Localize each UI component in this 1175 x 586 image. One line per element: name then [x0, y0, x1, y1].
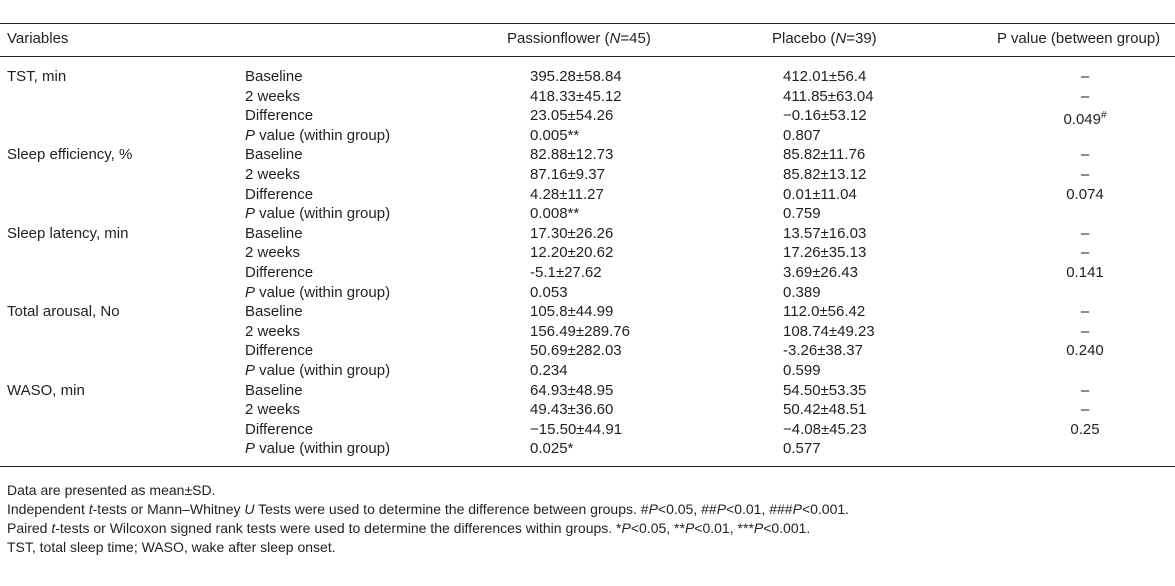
passionflower-value: 12.20±20.62: [530, 244, 614, 262]
table-row: [0, 302, 1175, 322]
placebo-value: 0.389: [783, 283, 821, 301]
table-row: [0, 263, 1175, 283]
p-between-value: –: [1080, 381, 1090, 399]
row-label: Baseline: [245, 68, 303, 85]
variable-name: WASO, min: [7, 381, 85, 399]
table-row: [0, 381, 1175, 401]
header-passionflower: Passionflower (N=45): [507, 30, 651, 47]
placebo-value: 54.50±53.35: [783, 381, 867, 399]
row-label: P value (within group): [245, 283, 391, 301]
table-row: [0, 243, 1175, 263]
row-label: 2 weeks: [245, 322, 301, 340]
footnote-between: Independent t-tests or Mann–Whitney U Tests were used to determine the difference between groups. #P<0.05, ##P<0.01, ###P<0.001.: [7, 501, 850, 517]
placebo-value: 50.42±48.51: [783, 401, 867, 419]
passionflower-value: -5.1±27.62: [530, 264, 602, 281]
p-between-value: –: [1080, 146, 1090, 164]
placebo-value: 85.82±13.12: [783, 166, 867, 183]
p-between-value: –: [1080, 87, 1090, 105]
passionflower-value: 64.93±48.95: [530, 381, 614, 399]
footnote-within: Paired t-tests or Wilcoxon signed rank tests were used to determine the differences within groups. *P<0.05, **P<0.01, ***P<0.001.: [7, 520, 811, 536]
passionflower-value: 0.234: [530, 362, 568, 379]
table-row: [0, 400, 1175, 420]
variable-name: Sleep latency, min: [7, 224, 129, 242]
p-between-value: 0.049#: [1063, 110, 1107, 129]
passionflower-value: 105.8±44.99: [530, 303, 614, 321]
placebo-value: 412.01±56.4: [783, 68, 867, 85]
footnote-abbrev: TST, total sleep time; WASO, wake after sleep onset.: [7, 539, 336, 555]
top-rule: [0, 23, 1175, 24]
passionflower-value: 82.88±12.73: [530, 146, 614, 164]
placebo-value: 0.759: [783, 205, 821, 223]
row-label: Difference: [245, 420, 314, 438]
row-label: Difference: [245, 264, 314, 281]
placebo-value: 0.599: [783, 362, 821, 379]
table-row: [0, 361, 1175, 381]
p-between-value: –: [1080, 401, 1090, 419]
passionflower-value: 17.30±26.26: [530, 224, 614, 242]
p-between-value: 0.25: [1070, 420, 1100, 438]
table-row: [0, 204, 1175, 224]
table-row: [0, 322, 1175, 342]
row-label: Baseline: [245, 146, 303, 164]
row-label: Difference: [245, 185, 314, 203]
placebo-value: 17.26±35.13: [783, 244, 867, 262]
placebo-value: 0.577: [783, 440, 821, 458]
table-row: [0, 224, 1175, 244]
p-between-value: –: [1080, 244, 1090, 262]
p-between-value: –: [1080, 224, 1090, 242]
header-rule: [0, 56, 1175, 57]
passionflower-value: 418.33±45.12: [530, 87, 622, 105]
passionflower-value: 49.43±36.60: [530, 401, 614, 419]
header-placebo: Placebo (N=39): [772, 30, 877, 47]
passionflower-value: −15.50±44.91: [530, 420, 623, 438]
row-label: P value (within group): [245, 205, 391, 223]
p-between-value: 0.240: [1066, 342, 1104, 360]
placebo-value: 85.82±11.76: [783, 146, 866, 164]
row-label: P value (within group): [245, 440, 391, 458]
placebo-value: -3.26±38.37: [783, 342, 863, 360]
row-label: Baseline: [245, 381, 303, 399]
table-row: [0, 67, 1175, 87]
table-row: [0, 87, 1175, 107]
placebo-value: 0.01±11.04: [783, 185, 857, 203]
p-between-value: –: [1080, 303, 1090, 321]
passionflower-value: 0.005**: [530, 126, 580, 144]
footnote-data: Data are presented as mean±SD.: [7, 482, 216, 498]
row-label: 2 weeks: [245, 244, 301, 262]
table-row: [0, 185, 1175, 205]
passionflower-value: 156.49±289.76: [530, 322, 630, 340]
passionflower-value: 395.28±58.84: [530, 68, 622, 85]
row-label: Baseline: [245, 303, 303, 321]
p-between-value: –: [1080, 322, 1090, 340]
row-label: 2 weeks: [245, 87, 301, 105]
placebo-value: 112.0±56.42: [783, 303, 866, 321]
variable-name: TST, min: [7, 68, 67, 85]
placebo-value: −4.08±45.23: [783, 420, 867, 438]
passionflower-value: 0.008**: [530, 205, 580, 223]
row-label: P value (within group): [245, 126, 391, 144]
table-row: [0, 283, 1175, 303]
row-label: Difference: [245, 107, 314, 125]
p-between-value: 0.074: [1066, 185, 1104, 203]
variable-name: Total arousal, No: [7, 303, 120, 321]
passionflower-value: 23.05±54.26: [530, 107, 614, 125]
header-p-between: P value (between group): [997, 30, 1161, 47]
row-label: Difference: [245, 342, 314, 360]
table-row: [0, 439, 1175, 459]
table-row: [0, 420, 1175, 440]
row-label: 2 weeks: [245, 401, 301, 419]
placebo-value: 108.74±49.23: [783, 322, 875, 340]
placebo-value: 411.85±63.04: [783, 87, 874, 105]
passionflower-value: 87.16±9.37: [530, 166, 605, 183]
table-row: [0, 341, 1175, 361]
passionflower-value: 0.025*: [530, 440, 574, 458]
p-between-value: 0.141: [1066, 264, 1104, 281]
table-row: [0, 126, 1175, 146]
placebo-value: −0.16±53.12: [783, 107, 867, 125]
header-variables: Variables: [7, 30, 69, 47]
table-row: [0, 145, 1175, 165]
p-between-value: –: [1080, 68, 1090, 85]
bottom-rule: [0, 466, 1175, 467]
row-label: P value (within group): [245, 362, 391, 379]
passionflower-value: 4.28±11.27: [530, 185, 604, 203]
row-label: 2 weeks: [245, 166, 301, 183]
table-row: [0, 106, 1175, 129]
placebo-value: 0.807: [783, 126, 821, 144]
placebo-value: 3.69±26.43: [783, 264, 858, 281]
p-between-value: –: [1080, 166, 1090, 183]
variable-name: Sleep efficiency, %: [7, 146, 133, 164]
row-label: Baseline: [245, 224, 303, 242]
passionflower-value: 0.053: [530, 283, 568, 301]
placebo-value: 13.57±16.03: [783, 224, 867, 242]
table-row: [0, 165, 1175, 185]
passionflower-value: 50.69±282.03: [530, 342, 622, 360]
